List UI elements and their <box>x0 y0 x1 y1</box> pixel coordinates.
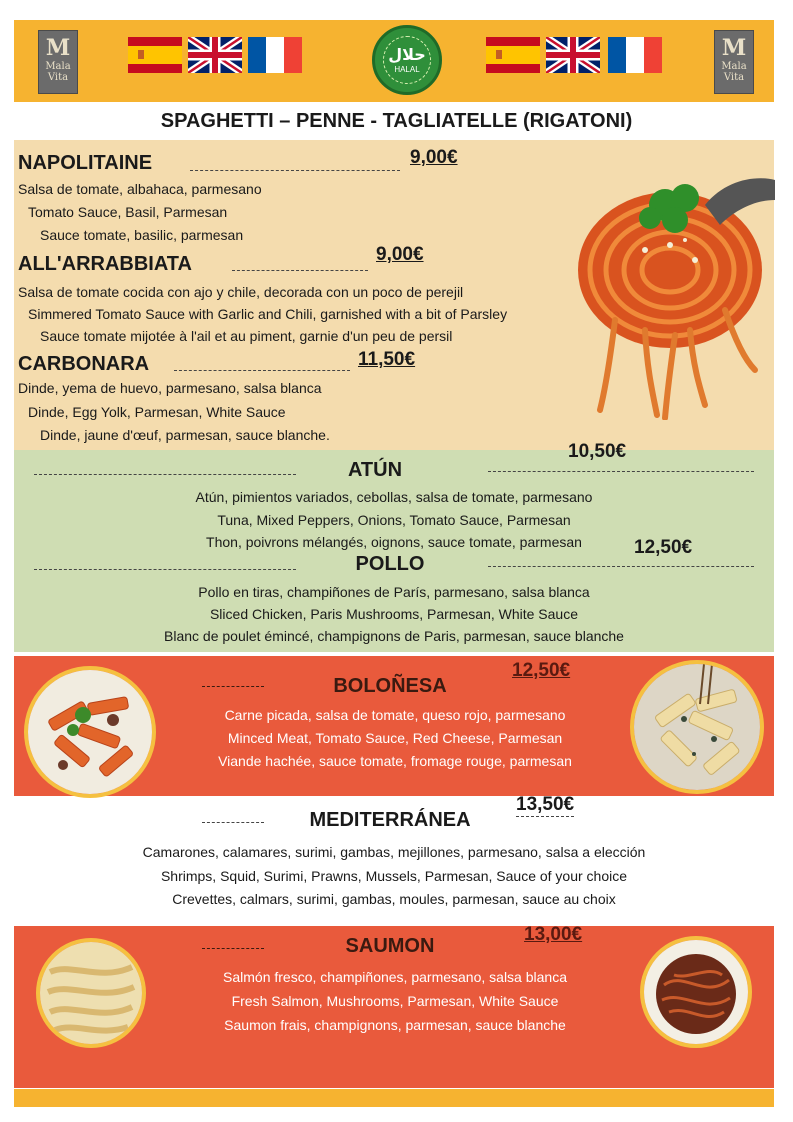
spaghetti-fork-image <box>575 170 775 420</box>
desc-es: Camarones, calamares, surimi, gambas, mejillones, parmesano, salsa a elección <box>142 844 646 860</box>
page-title: SPAGHETTI – PENNE - TAGLIATELLE (RIGATONI) <box>160 110 633 132</box>
france-flag-icon <box>248 37 302 73</box>
mala-vita-logo-right <box>714 30 754 94</box>
dish-price: 9,00€ <box>410 147 458 168</box>
logo-letter: M <box>45 35 71 61</box>
dotted-leader <box>202 822 264 823</box>
spain-flag-icon <box>128 37 182 73</box>
footer-bar <box>14 1089 774 1107</box>
uk-flag-icon <box>546 37 600 73</box>
mala-vita-logo-left <box>38 30 78 94</box>
desc-en: Sliced Chicken, Paris Mushrooms, Parmesan, White Sauce <box>209 606 579 622</box>
desc-fr: Sauce tomate, basilic, parmesan <box>40 227 244 243</box>
dish-price: 13,00€ <box>524 924 583 945</box>
desc-es: Salsa de tomate cocida con ajo y chile, decorada con un poco de perejil <box>18 284 464 300</box>
desc-es: Atún, pimientos variados, cebollas, salsa de tomate, parmesano <box>195 489 593 505</box>
desc-en: Fresh Salmon, Mushrooms, Parmesan, White Sauce <box>231 993 559 1009</box>
desc-fr: Blanc de poulet émincé, champignons de Paris, parmesan, sauce blanche <box>164 628 624 644</box>
dotted-leader <box>488 566 754 567</box>
dotted-leader <box>202 686 264 687</box>
dish-name: SAUMON <box>345 935 435 957</box>
desc-en: Shrimps, Squid, Surimi, Prawns, Mussels, Parmesan, Sauce of your choice <box>160 868 628 884</box>
dish-price: 13,50€ <box>516 794 575 815</box>
logo-text: Mala Vita <box>45 61 71 83</box>
spain-flag-icon <box>486 37 540 73</box>
desc-fr: Sauce tomate mijotée à l'ail et au piment, garnie d'un peu de persil <box>40 328 453 344</box>
halal-arabic: حلال <box>388 46 426 64</box>
dotted-leader <box>174 370 350 371</box>
tagliatelle-image <box>36 938 146 1048</box>
desc-fr: Thon, poivrons mélangés, oignons, sauce tomate, parmesan <box>206 534 582 550</box>
dotted-leader <box>488 471 754 472</box>
dish-price: 12,50€ <box>634 537 693 558</box>
desc-en: Minced Meat, Tomato Sauce, Red Cheese, Parmesan <box>227 730 563 746</box>
halal-seal-icon <box>372 25 442 95</box>
penne-tomato-image <box>24 666 156 798</box>
uk-flag-icon <box>188 37 242 73</box>
header-bar <box>14 20 774 102</box>
dish-name: ALL'ARRABBIATA <box>18 253 192 275</box>
desc-fr: Saumon frais, champignons, parmesan, sauce blanche <box>224 1017 566 1033</box>
dish-name: CARBONARA <box>18 353 150 375</box>
desc-fr: Crevettes, calmars, surimi, gambas, moules, parmesan, sauce au choix <box>172 891 616 907</box>
dish-price: 11,50€ <box>358 349 416 370</box>
dish-name: POLLO <box>355 553 425 575</box>
desc-fr: Dinde, jaune d'œuf, parmesan, sauce blanche. <box>40 427 330 443</box>
dish-price: 12,50€ <box>512 660 571 681</box>
desc-es: Dinde, yema de huevo, parmesano, salsa blanca <box>18 380 322 396</box>
dish-name: MEDITERRÁNEA <box>309 809 471 831</box>
desc-es: Salmón fresco, champiñones, parmesano, salsa blanca <box>223 969 567 985</box>
dotted-leader <box>232 270 368 271</box>
desc-en: Dinde, Egg Yolk, Parmesan, White Sauce <box>28 404 286 420</box>
dotted-leader <box>34 569 296 570</box>
desc-en: Tomato Sauce, Basil, Parmesan <box>28 204 228 220</box>
desc-fr: Viande hachée, sauce tomate, fromage rouge, parmesan <box>218 753 572 769</box>
desc-en: Tuna, Mixed Peppers, Onions, Tomato Sauce, Parmesan <box>217 512 571 528</box>
dotted-leader <box>34 474 296 475</box>
dotted-leader <box>190 170 400 171</box>
dish-name: NAPOLITAINE <box>18 152 153 174</box>
desc-es: Carne picada, salsa de tomate, queso rojo, parmesano <box>224 707 566 723</box>
france-flag-icon <box>608 37 662 73</box>
logo-text: Mala Vita <box>721 61 747 83</box>
desc-es: Salsa de tomate, albahaca, parmesano <box>18 181 262 197</box>
logo-letter: M <box>721 35 747 61</box>
dotted-leader <box>202 948 264 949</box>
saumon-pasta-image <box>640 936 752 1048</box>
dish-price: 9,00€ <box>376 244 424 265</box>
desc-en: Simmered Tomato Sauce with Garlic and Chili, garnished with a bit of Parsley <box>28 306 508 322</box>
dish-price: 10,50€ <box>568 441 627 462</box>
halal-label: HALAL <box>394 64 420 74</box>
penne-cream-image <box>630 660 764 794</box>
desc-es: Pollo en tiras, champiñones de París, parmesano, salsa blanca <box>198 584 590 600</box>
dish-name: BOLOÑESA <box>333 675 447 697</box>
dish-name: ATÚN <box>347 459 403 481</box>
